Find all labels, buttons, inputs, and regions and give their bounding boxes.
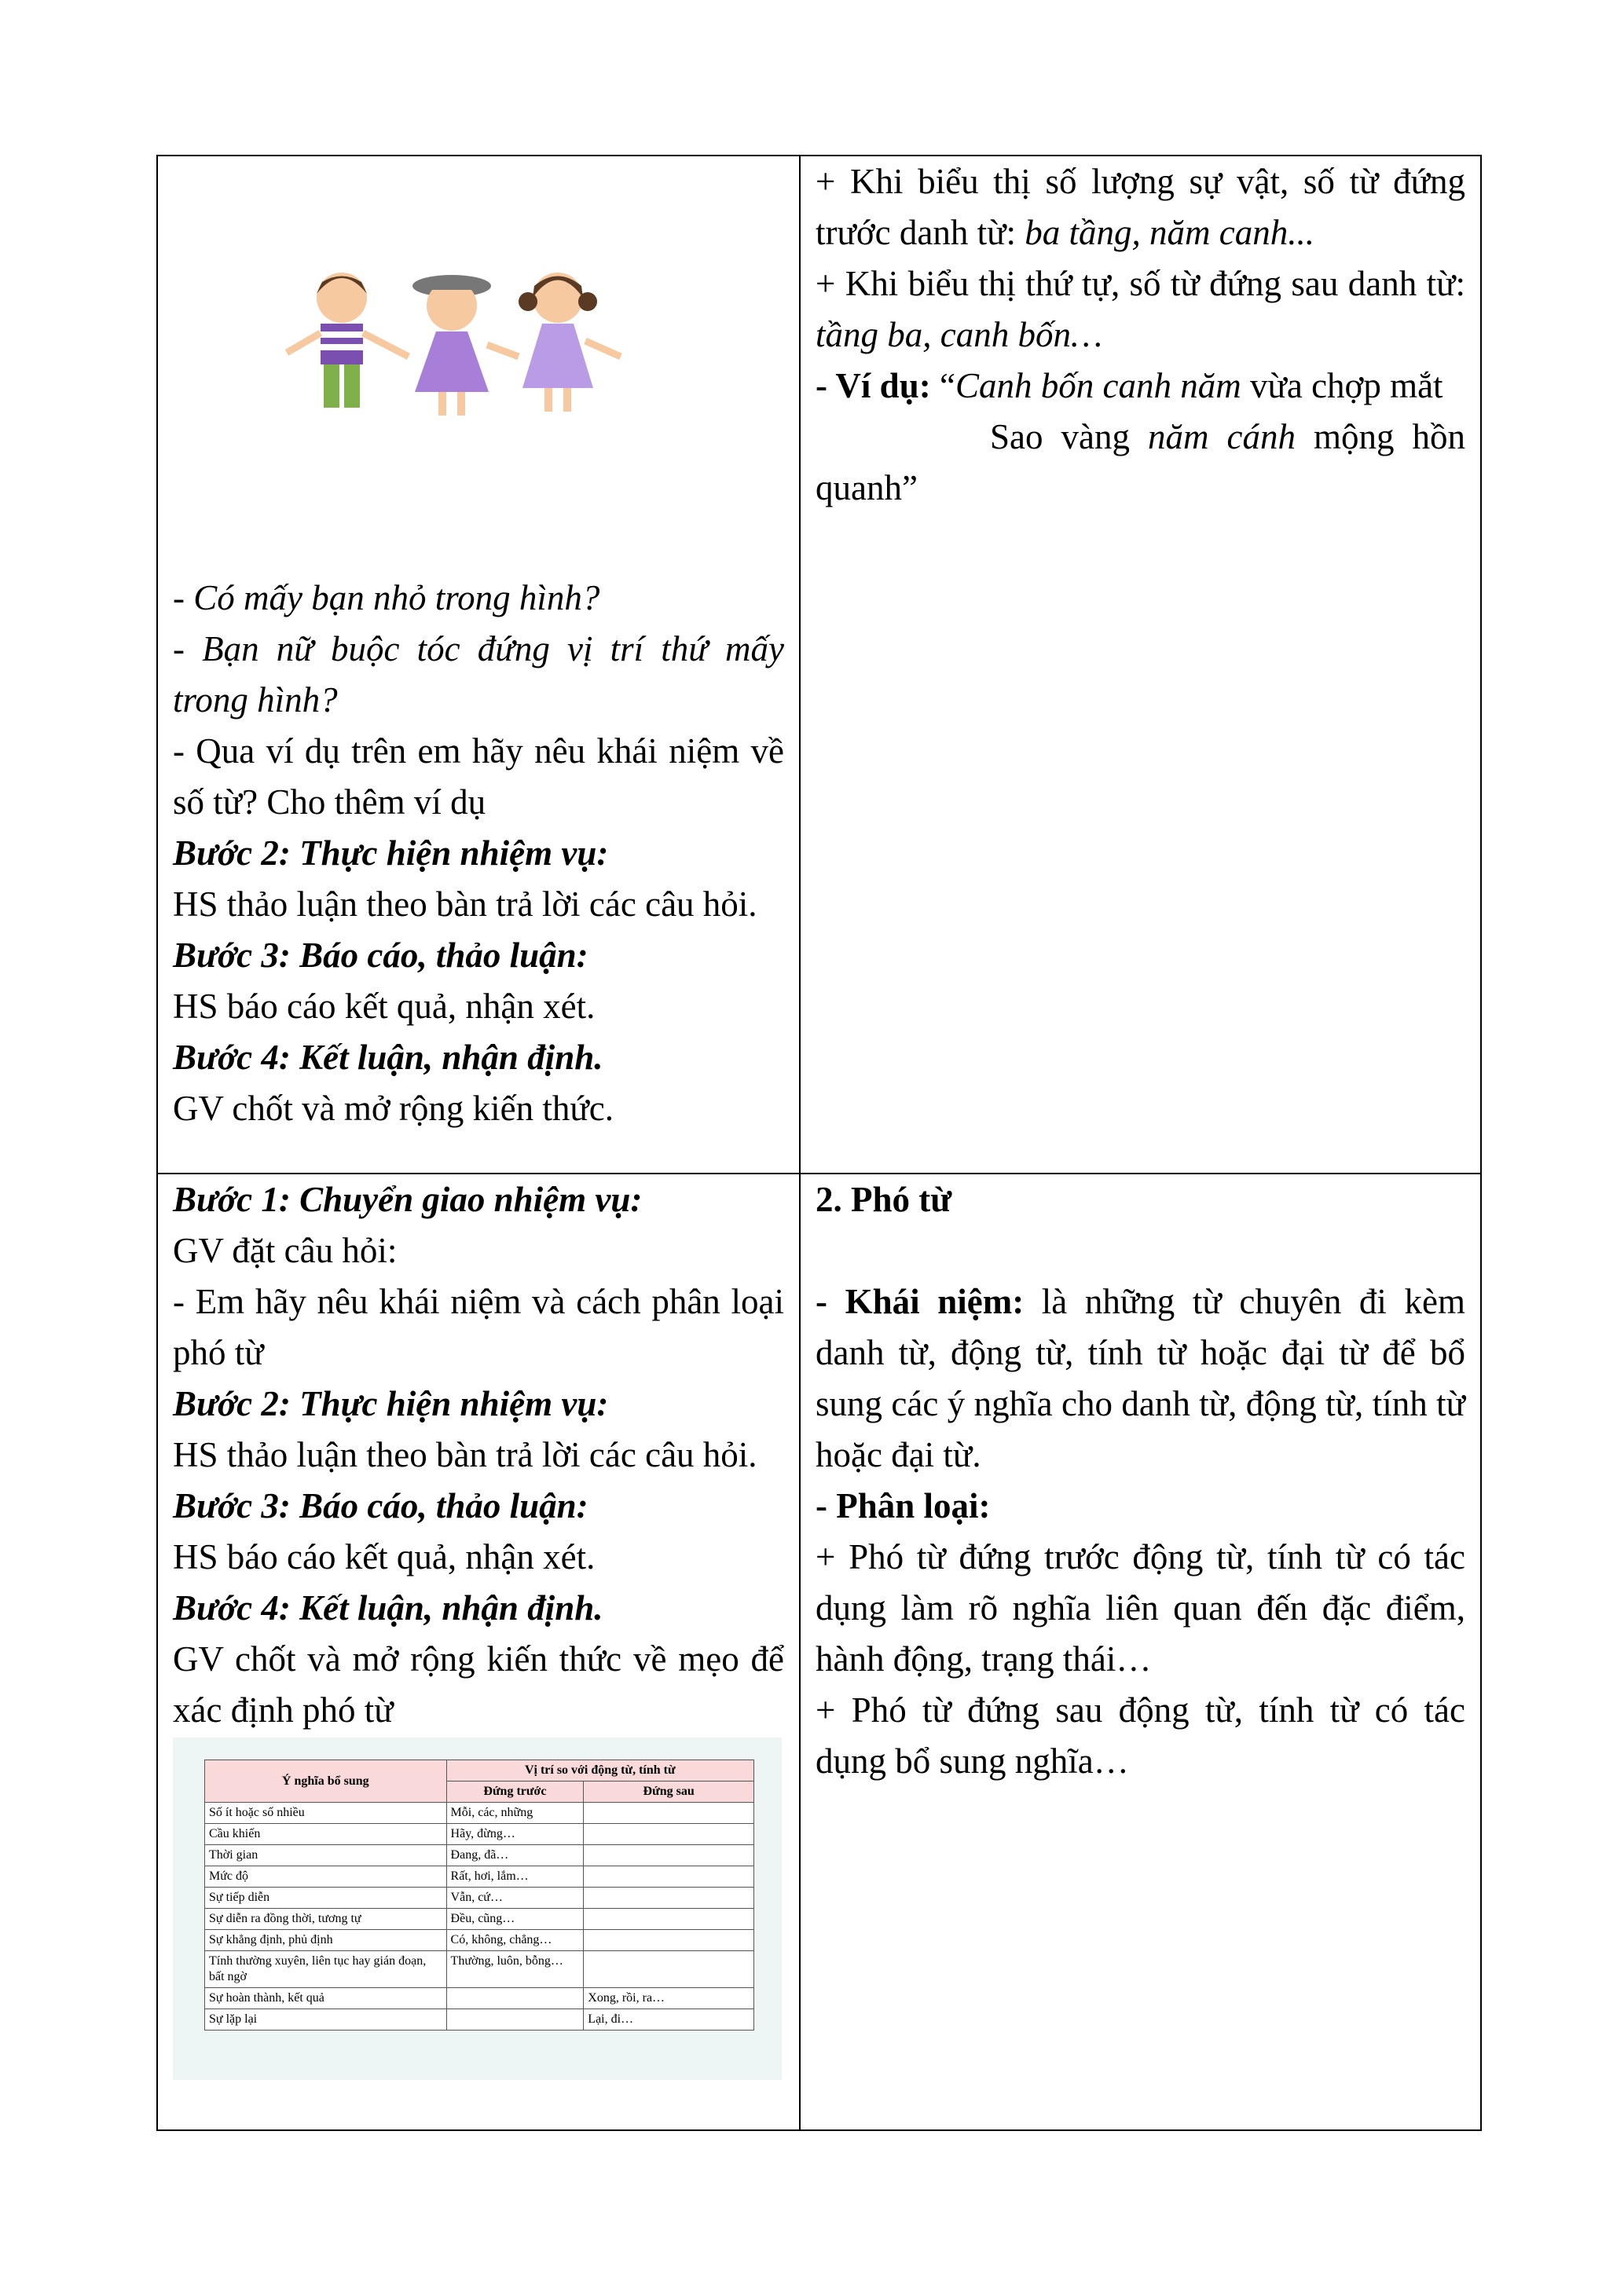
step-2-heading: Bước 2: Thực hiện nhiệm vụ: [173,833,609,873]
class-1: + Phó từ đứng trước động từ, tính từ có tác dụng làm rõ nghĩa liên quan đến đặc điểm, hành động, trạng thái… [816,1537,1465,1679]
content-cell-adverbs [801,1174,1480,2131]
children-illustration [173,156,784,573]
question-3: - Qua ví dụ trên em hãy nêu khái niệm về số từ? Cho thêm ví dụ [173,731,784,822]
activity-cell-numerals [158,156,801,1174]
table-cell: Đang, đã… [446,1845,584,1866]
header-position: Vị trí so với động từ, tính từ [446,1760,753,1782]
step-3-heading: Bước 3: Báo cáo, thảo luận: [173,936,588,975]
three-children-image [283,262,629,427]
table-cell: Thời gian [205,1845,447,1866]
activity-cell-adverbs [158,1174,801,2131]
table-cell: Sự hoàn thành, kết quả [205,1988,447,2009]
table-cell: Sự lặp lại [205,2009,447,2031]
step-3-text: HS báo cáo kết quả, nhận xét. [173,987,596,1026]
table-cell: Sự tiếp diễn [205,1888,447,1909]
table-cell: Tính thường xuyên, liên tục hay gián đoạn, bất ngờ [205,1951,447,1988]
table-row [205,1866,754,1888]
table-cell: Sự diễn ra đồng thời, tương tự [205,1909,447,1930]
table-row [205,1930,754,1951]
adverb-table [204,1760,754,2031]
table-cell: Sự khẳng định, phủ định [205,1930,447,1951]
rule-2: + Khi biểu thị thứ tự, số từ đứng sau danh từ: tầng ba, canh bốn… [816,264,1465,354]
question: - Em hãy nêu khái niệm và cách phân loại phó từ [173,1282,784,1372]
step-2-text: HS thảo luận theo bàn trả lời các câu hỏi. [173,1435,757,1474]
header-meaning: Ý nghĩa bổ sung [205,1760,447,1803]
table-cell [584,1930,754,1951]
table-cell [584,1803,754,1824]
table-cell: Vẫn, cứ… [446,1888,584,1909]
example-line-2: Sao vàng năm cánh mộng hồn quanh” [816,417,1465,507]
example-line-1: - Ví dụ: “Canh bốn canh năm vừa chợp mắt [816,366,1443,405]
header-before: Đứng trước [446,1782,584,1803]
teacher-prompt: GV đặt câu hỏi: [173,1231,398,1270]
step-4-text: GV chốt và mở rộng kiến thức. [173,1089,614,1128]
step-3-text: HS báo cáo kết quả, nhận xét. [173,1537,596,1576]
step-4-text: GV chốt và mở rộng kiến thức về mẹo để xác định phó từ [173,1639,784,1730]
class-2: + Phó từ đứng sau động từ, tính từ có tác dụng bổ sung nghĩa… [816,1690,1465,1781]
table-row [205,1951,754,1988]
content-cell-numerals [801,156,1480,1174]
table-cell: Xong, rồi, ra… [584,1988,754,2009]
step-3-heading: Bước 3: Báo cáo, thảo luận: [173,1486,588,1525]
table-cell [584,1888,754,1909]
table-row [205,1845,754,1866]
table-cell [584,1824,754,1845]
table-cell: Lại, đi… [584,2009,754,2031]
table-cell: Có, không, chẳng… [446,1930,584,1951]
table-cell [584,1866,754,1888]
table-cell: Mỗi, các, những [446,1803,584,1824]
table-cell: Hãy, đừng… [446,1824,584,1845]
section-title: 2. Phó từ [816,1180,952,1219]
step-1-heading: Bước 1: Chuyển giao nhiệm vụ: [173,1180,643,1219]
adverb-table-image [173,1738,782,2080]
step-4-heading: Bước 4: Kết luận, nhận định. [173,1038,603,1077]
question-2: - Bạn nữ buộc tóc đứng vị trí thứ mấy trong hình? [173,629,784,720]
table-cell: Đều, cũng… [446,1909,584,1930]
table-row [205,1888,754,1909]
question-1: - Có mấy bạn nhỏ trong hình? [173,578,600,617]
table-cell: Cầu khiến [205,1824,447,1845]
step-2-heading: Bước 2: Thực hiện nhiệm vụ: [173,1384,609,1423]
rule-1: + Khi biểu thị số lượng sự vật, số từ đứng trước danh từ: ba tầng, năm canh... [816,162,1465,252]
table-cell: Số ít hoặc số nhiều [205,1803,447,1824]
table-cell [446,2009,584,2031]
step-2-text: HS thảo luận theo bàn trả lời các câu hỏi. [173,884,757,924]
table-row [205,1803,754,1824]
table-cell: Rất, hơi, lắm… [446,1866,584,1888]
table-row [205,1824,754,1845]
table-cell [584,1951,754,1988]
table-cell: Thường, luôn, bỗng… [446,1951,584,1988]
lesson-table [156,155,1482,2131]
definition: - Khái niệm: là những từ chuyên đi kèm danh từ, động từ, tính từ hoặc đại từ để bổ sung các ý nghĩa cho danh từ, động từ, tính từ hoặc đại từ. [816,1282,1465,1474]
table-cell [446,1988,584,2009]
header-after: Đứng sau [584,1782,754,1803]
table-cell: Mức độ [205,1866,447,1888]
table-row [205,1988,754,2009]
classification-heading: - Phân loại: [816,1486,991,1525]
table-row [205,2009,754,2031]
table-cell [584,1909,754,1930]
table-row [205,1909,754,1930]
table-cell [584,1845,754,1866]
step-4-heading: Bước 4: Kết luận, nhận định. [173,1588,603,1628]
